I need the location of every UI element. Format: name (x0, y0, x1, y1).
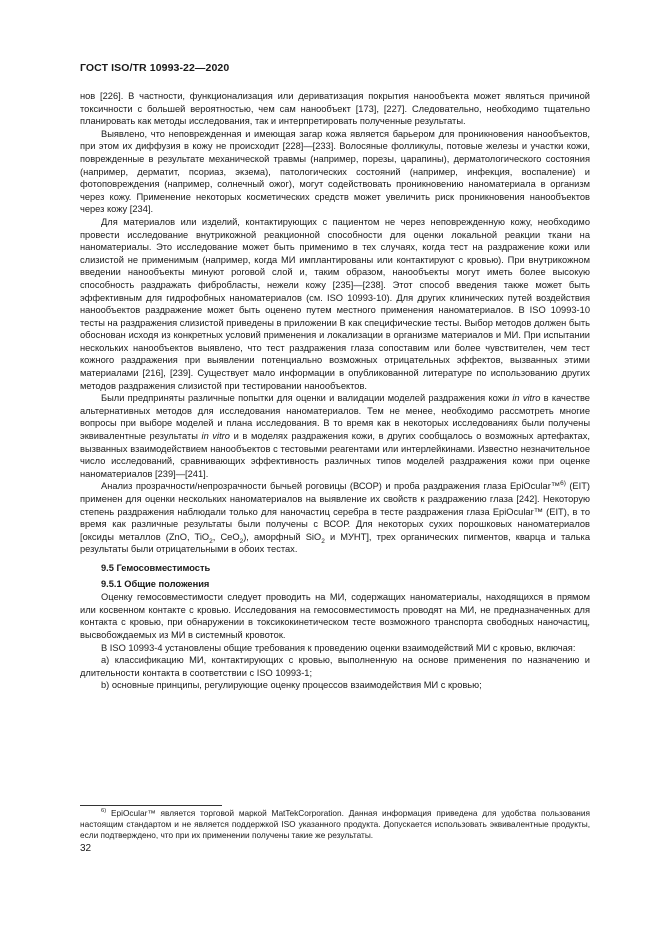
paragraph-skin-barrier: Выявлено, что неповрежденная и имеющая загар кожа является барьером для проникновения нанообъектов, при этом их диффузия в кожу не происходит [228]—[233]. Волосяные фолликулы, потовые железы и участки кожи, поврежденные в результате механической травмы (например, порезы, царапины), дерматологического состояния (например, дерматит, псориаз, экзема), патологических состояний (например, инфекция, воспаление) и фотоповреждения (например, солнечный ожог), могут содействовать проникновению наноматериала в организм через кожу. Применение некоторых косметических средств может увеличить риск проникновения нанообъектов через кожу [234]. (80, 128, 590, 215)
paragraph-iso-10993-4: В ISO 10993-4 установлены общие требования к проведению оценки взаимодействий МИ с кровью, включая: (101, 642, 576, 653)
footnote: $^{6)}$ EpiOcular™ является торговой маркой MatTekCorporation. Данная информация приведена для удобства пользования настоящим стандартом и не является поддержкой ISO указанного продукта. Допускается использовать эквивалентные продукты, если подтверждено, что при их применении получены такие же результаты. (80, 808, 590, 841)
page-number: 32 (80, 843, 92, 854)
list-item: b) основные принципы, регулирующие оценку процессов взаимодействия МИ с кровью; (101, 680, 482, 691)
italic-in-vitro: in vitro (512, 393, 541, 404)
paragraph-bcop-eit: Анализ прозрачности/непрозрачности бычьей роговицы (ВСОР) и проба раздражения глаза EpiOcular™$^{6)}$ (EIT) применен для оценки нескольких наноматериалов на выявление их свойств к раздражению глаза [242]. Некоторую степень раздражения наблюдали только для наночастиц серебра в тесте раздражения глаза EpiOcular™ (EIT), в то время как различные результаты были получены с ВСОР. Для некоторых сухих порошковых наноматериалов [оксиды металлов (ZnO, TiO$_2$, CeO$_2$), аморфный SiO$_2$ и МУНТ], трех органических пигментов, кварца и талька результаты были отрицательными в обоих тестах. (80, 480, 590, 555)
subsection-heading: 9.5.1 Общие положения (101, 578, 210, 589)
footnote-marker: 6) (101, 808, 107, 815)
italic-in-vitro: in vitro (201, 431, 230, 442)
document-header: ГОСТ ISO/TR 10993-22—2020 (80, 62, 230, 74)
footnote-ref[interactable]: 6) (560, 480, 566, 488)
footnote-divider (80, 805, 222, 806)
section-heading: 9.5 Гемосовместимость (101, 562, 211, 573)
document-body (80, 90, 590, 692)
paragraph-in-vitro-models: Были предприняты различные попытки для оценки и валидации моделей раздражения кожи in vitro в качестве альтернативных методов для исследования наноматериалов. Тем не менее, необходимо рассмотреть многие вопросы при выборе моделей и плана исследования. В то время как в некоторых исследованиях были получены эквивалентные результаты in vitro и в моделях раздражения кожи, в других сообщалось о возможных артефактах, вызванных взаимодействием нанообъектов с тестовыми реагентами или интерлейкинами. Известно незначительное число исследований, сравнивающих эффективность различных типов моделей раздражения кожи при оценке наноматериалов [239]—[241]. (80, 393, 590, 479)
list-item: а) классификацию МИ, контактирующих с кровью, выполненную на основе применения по назначению и длительности контакта в соответствии с ISO 10993-1; (80, 655, 590, 678)
paragraph-intracutaneous: Для материалов или изделий, контактирующих с пациентом не через неповрежденную кожу, необходимо провести исследование внутрикожной реакционной способности для оценки локальной реакции ткани на наноматериалы. Это исследование может быть применимо в тех случаях, когда тест на раздражение кожи или слизистой не применимым (например, когда МИ имплантированы или контактируют с кровью). При внутрикожном введении нанообъекты минуют роговой слой и, таким образом, нанообъекты могут иметь более высокую способность раздражать фибробласты, нежели кожу [235]—[238]. Этот способ введения также может быть эффективным для гидрофобных наноматериалов (см. ISO 10993-10). Для других клинических путей воздействия нанообъектов раздражение может быть оценено путем местного применения наноматериалов. В ISO 10993-10 тесты на раздражения слизистой приведены в приложении В как специфические тесты. Выбор методов должен быть обоснован исходя из конкретных условий применения и локализации в организме материалов и МИ. При испытании нескольких нанообъектов выявлено, что тест раздражения глаза сопоставим или более чувствителен, чем тест кожного раздражения при выявлении потенциально возможных отрицательных эффектов, вызванных этими материалами [216], [239]. Существует мало информации в опубликованной литературе по использованию других методов раздражения слизистой при тестировании нанообъектов. (80, 216, 590, 391)
paragraph-hemocompatibility: Оценку гемосовместимости следует проводить на МИ, содержащих наноматериалы, находящихся в прямом или косвенном контакте с кровью. Исследования на гемосовместимость проводят на МИ, не предназначенных для контакта с кровью, при обнаружении в токсикокинетическом тесте возможного транспорта свободных наночастиц, высвобождаемых из МИ в системный кровоток. (80, 592, 590, 640)
paragraph-continuation: нов [226]. В частности, функционализация или дериватизация покрытия нанообъекта может являться причиной токсичности с большей вероятностью, чем сам нанообъект [173], [227]. Следовательно, необходимо тщательно планировать как методы исследования, так и интерпретировать полученные результаты. (80, 91, 590, 127)
